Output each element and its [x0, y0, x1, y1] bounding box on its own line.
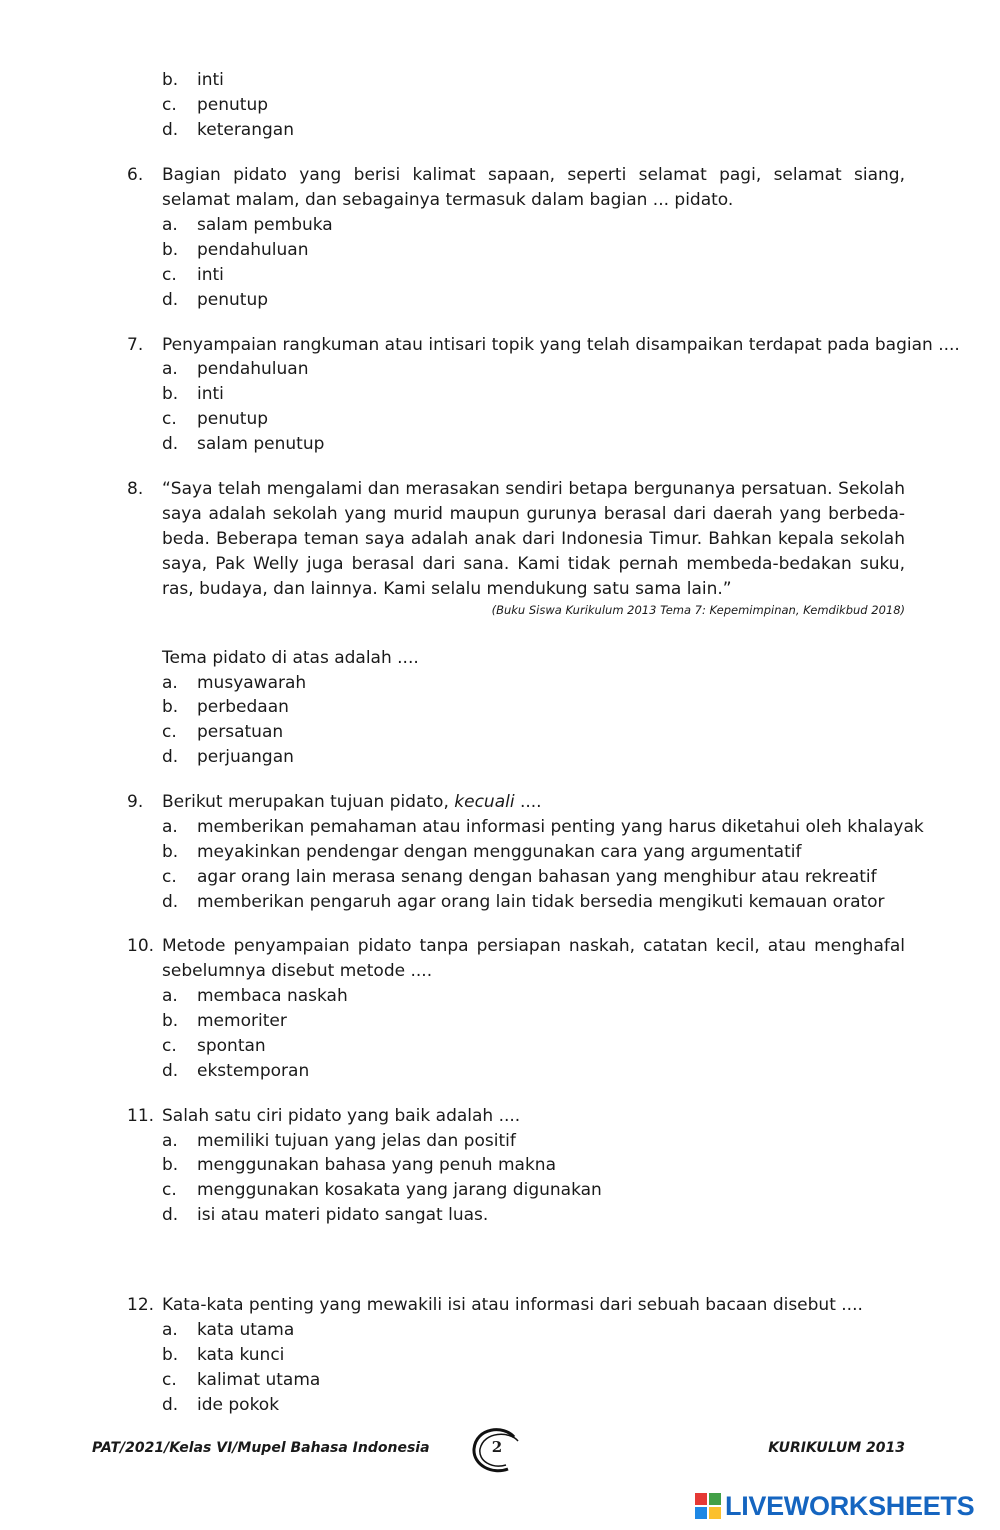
option-letter: c. — [162, 722, 177, 742]
option-letter: a. — [162, 359, 178, 379]
option-text: isi atau materi pidato sangat luas. — [197, 1205, 489, 1225]
option[interactable] — [162, 1318, 294, 1343]
option-text: meyakinkan pendengar dengan menggunakan cara yang argumentatif — [197, 842, 802, 862]
option[interactable] — [162, 865, 877, 890]
option-text: salam pembuka — [197, 215, 333, 235]
option-letter: d. — [162, 1205, 179, 1225]
option-text: perbedaan — [197, 697, 289, 717]
option-letter: c. — [162, 1036, 177, 1056]
option-text: pendahuluan — [197, 359, 309, 379]
option[interactable] — [162, 118, 294, 143]
option[interactable] — [162, 745, 294, 770]
footer-exam-info: PAT/2021/Kelas VI/Mupel Bahasa Indonesia — [92, 1440, 430, 1456]
option[interactable] — [162, 263, 224, 288]
option-letter: c. — [162, 95, 177, 115]
option-letter: a. — [162, 215, 178, 235]
option-letter: a. — [162, 1131, 178, 1151]
option-text: memberikan pengaruh agar orang lain tidak bersedia mengikuti kemauan orator — [197, 892, 885, 912]
page-number-badge — [468, 1425, 526, 1475]
liveworksheets-watermark — [695, 1491, 974, 1521]
option-letter: d. — [162, 747, 179, 767]
option-text: agar orang lain merasa senang dengan bahasan yang menghibur atau rekreatif — [197, 867, 877, 887]
option[interactable] — [162, 1009, 287, 1034]
option-text: musyawarah — [197, 673, 307, 693]
option-text: membaca naskah — [197, 986, 348, 1006]
option-letter: b. — [162, 1155, 179, 1175]
footer-curriculum: KURIKULUM 2013 — [768, 1440, 905, 1456]
option-text: menggunakan bahasa yang penuh makna — [197, 1155, 557, 1175]
option-letter: b. — [162, 842, 179, 862]
option-text: keterangan — [197, 120, 294, 140]
option-letter: d. — [162, 1395, 179, 1415]
option-letter: d. — [162, 1061, 179, 1081]
question-number: 7. — [127, 335, 144, 355]
option[interactable] — [162, 238, 308, 263]
option-text: penutup — [197, 290, 269, 310]
question-text: Salah satu ciri pidato yang baik adalah .... — [162, 1106, 521, 1126]
option-letter: d. — [162, 434, 179, 454]
option-letter: c. — [162, 1370, 177, 1390]
option-text: menggunakan kosakata yang jarang digunakan — [197, 1180, 602, 1200]
option[interactable] — [162, 840, 801, 865]
question-number: 8. — [127, 479, 144, 499]
option-text: persatuan — [197, 722, 284, 742]
option[interactable] — [162, 1368, 320, 1393]
liveworksheets-text: LIVEWORKSHEETS — [725, 1490, 975, 1521]
option[interactable] — [162, 1178, 602, 1203]
question-number: 9. — [127, 792, 144, 812]
option-letter: b. — [162, 1345, 179, 1365]
option-letter: a. — [162, 986, 178, 1006]
option-text: kata kunci — [197, 1345, 285, 1365]
option[interactable] — [162, 984, 348, 1009]
question-number: 11. — [127, 1106, 155, 1126]
option-text: inti — [197, 384, 224, 404]
option-text: inti — [197, 265, 224, 285]
option-letter: c. — [162, 1180, 177, 1200]
option-text: kata utama — [197, 1320, 295, 1340]
option-letter: d. — [162, 892, 179, 912]
option-letter: b. — [162, 70, 179, 90]
option[interactable] — [162, 1343, 284, 1368]
option[interactable] — [162, 93, 268, 118]
option[interactable] — [162, 68, 224, 93]
option-text: ide pokok — [197, 1395, 280, 1415]
option-letter: a. — [162, 673, 178, 693]
option-letter: c. — [162, 265, 177, 285]
question-text-start: Berikut merupakan tujuan pidato, — [162, 792, 455, 812]
liveworksheets-logo-icon — [695, 1493, 721, 1519]
option[interactable] — [162, 1059, 309, 1084]
option[interactable] — [162, 432, 324, 457]
option-text: kalimat utama — [197, 1370, 321, 1390]
option[interactable] — [162, 815, 924, 840]
question-text-emphasis: kecuali — [454, 792, 515, 812]
option[interactable] — [162, 357, 308, 382]
question-number: 10. — [127, 936, 155, 956]
option[interactable] — [162, 1153, 556, 1178]
option-text: pendahuluan — [197, 240, 309, 260]
option-letter: c. — [162, 867, 177, 887]
option-text: inti — [197, 70, 224, 90]
option-letter: b. — [162, 384, 179, 404]
option-text: perjuangan — [197, 747, 294, 767]
option-letter: c. — [162, 409, 177, 429]
option[interactable] — [162, 288, 268, 313]
question-prompt: Tema pidato di atas adalah .... — [162, 648, 419, 668]
option[interactable] — [162, 1034, 266, 1059]
option[interactable] — [162, 1203, 488, 1228]
question-text: Bagian pidato yang berisi kalimat sapaan, seperti selamat pagi, selamat siang, selamat malam, dan sebagainya termasuk dalam bagian ... pidato. — [162, 165, 905, 210]
question-text: Kata-kata penting yang mewakili isi atau informasi dari sebuah bacaan disebut .... — [162, 1295, 863, 1315]
option[interactable] — [162, 213, 333, 238]
option[interactable] — [162, 1129, 516, 1154]
option-text: penutup — [197, 95, 269, 115]
option-text: spontan — [197, 1036, 266, 1056]
question-text: Metode penyampaian pidato tanpa persiapan naskah, catatan kecil, atau menghafal sebelumnya disebut metode .... — [162, 936, 905, 981]
option-letter: b. — [162, 697, 179, 717]
option-letter: b. — [162, 1011, 179, 1031]
question-text: Penyampaian rangkuman atau intisari topik yang telah disampaikan terdapat pada bagian .... — [162, 335, 960, 355]
option[interactable] — [162, 720, 283, 745]
option-text: salam penutup — [197, 434, 325, 454]
option-text: ekstemporan — [197, 1061, 310, 1081]
option[interactable] — [162, 890, 885, 915]
question-text-end: .... — [514, 792, 542, 812]
option[interactable] — [162, 695, 289, 720]
option-text: memberikan pemahaman atau informasi penting yang harus diketahui oleh khalayak — [197, 817, 924, 837]
option-letter: b. — [162, 240, 179, 260]
option-text: penutup — [197, 409, 269, 429]
option[interactable] — [162, 1393, 279, 1418]
option-letter: a. — [162, 817, 178, 837]
option[interactable] — [162, 671, 306, 696]
page-number: 2 — [491, 1438, 503, 1456]
option[interactable] — [162, 382, 224, 407]
option-letter: d. — [162, 120, 179, 140]
option-letter: d. — [162, 290, 179, 310]
option[interactable] — [162, 407, 268, 432]
quote-passage: “Saya telah mengalami dan merasakan sendiri betapa bergunanya persatuan. Sekolah saya adalah sekolah yang murid maupun gurunya berasal dari daerah yang berbeda-beda. Beberapa teman saya adalah anak dari Indonesia Timur. Bahkan kepala sekolah saya, Pak Welly juga berasal dari sana. Kami tidak pernah membeda-bedakan suku, ras, budaya, dan lainnya. Kami selalu mendukung satu sama lain.” — [162, 479, 905, 599]
citation: (Buku Siswa Kurikulum 2013 Tema 7: Kepemimpinan, Kemdikbud 2018) — [491, 603, 905, 617]
option-text: memiliki tujuan yang jelas dan positif — [197, 1131, 516, 1151]
question-number: 12. — [127, 1295, 155, 1315]
option-text: memoriter — [197, 1011, 287, 1031]
option-letter: a. — [162, 1320, 178, 1340]
question-text — [162, 790, 905, 815]
question-number: 6. — [127, 165, 144, 185]
